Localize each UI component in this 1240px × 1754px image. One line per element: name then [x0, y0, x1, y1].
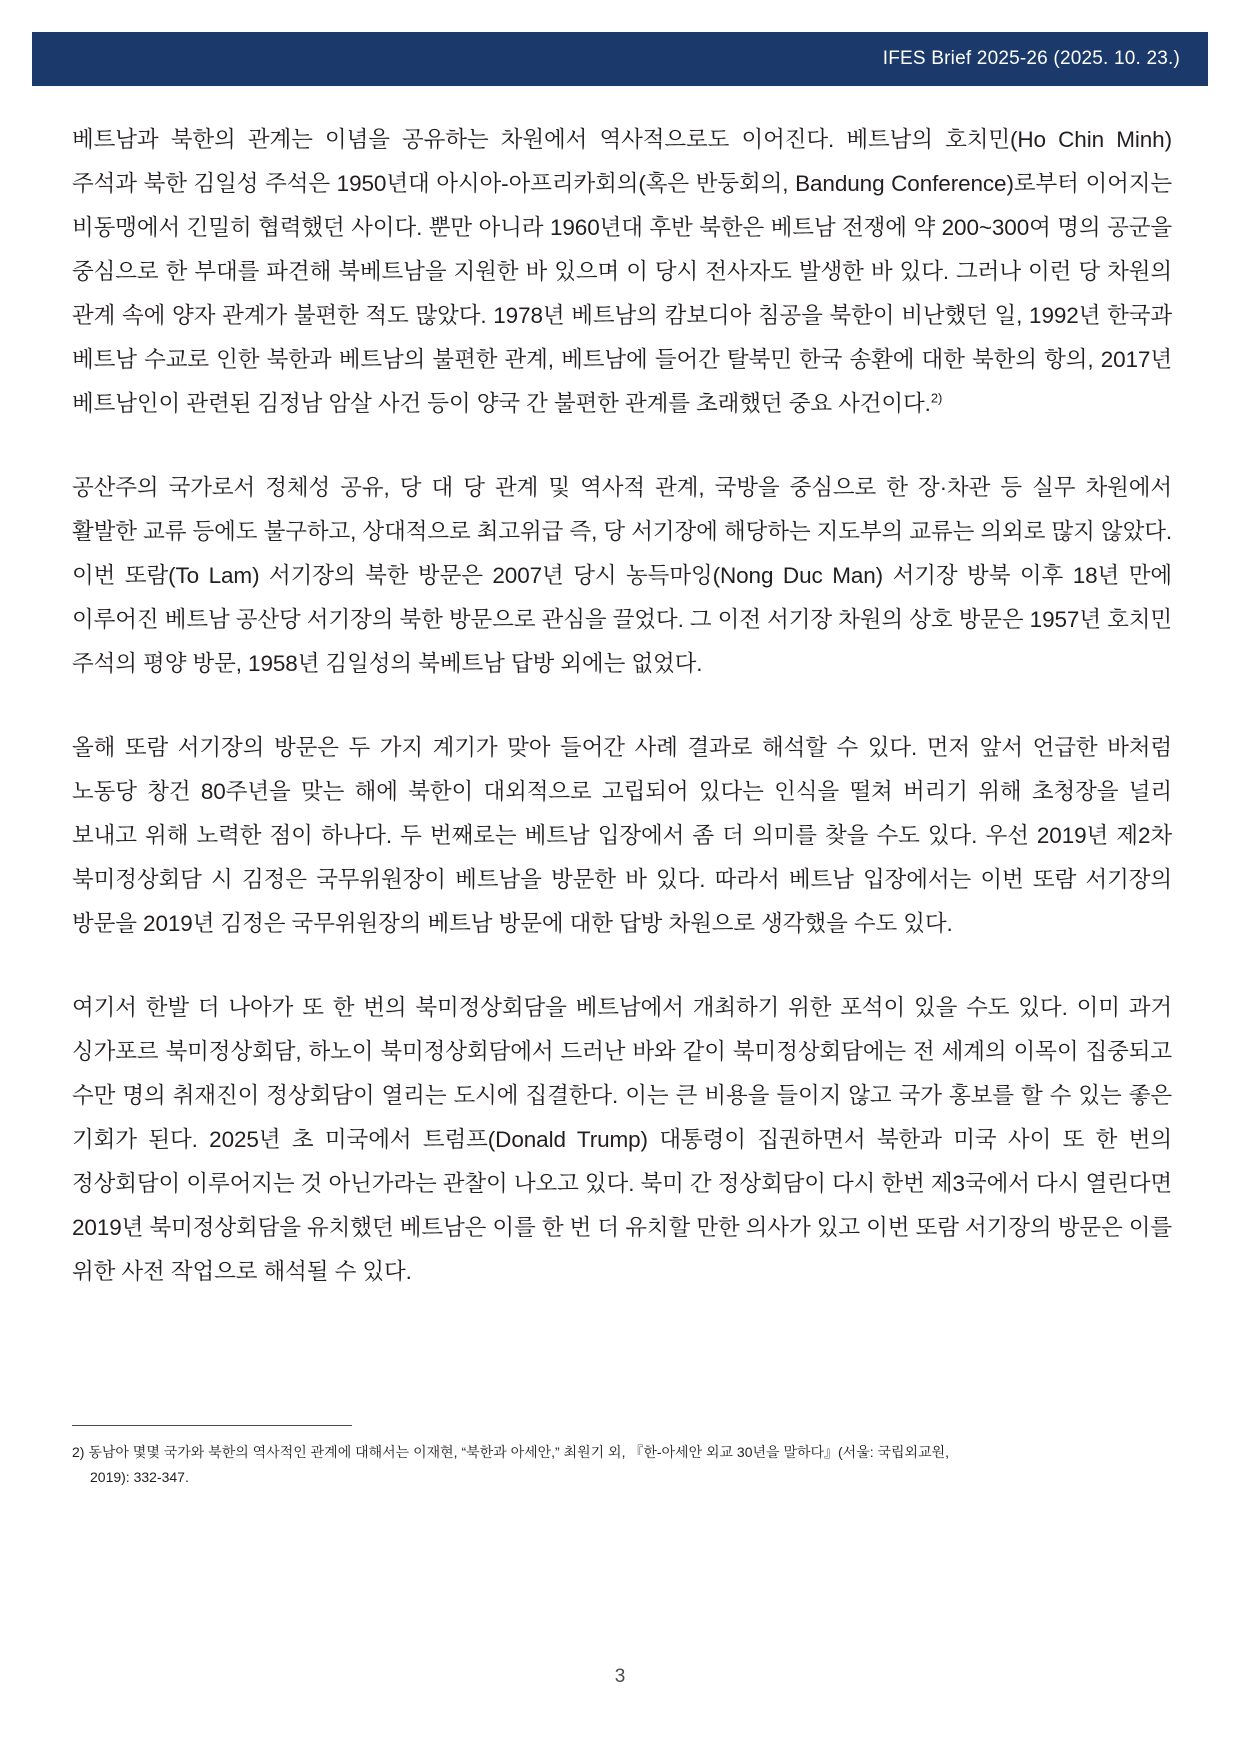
document-body	[72, 118, 1172, 1294]
paragraph-1	[72, 118, 1172, 426]
footnote-entry	[72, 1440, 1172, 1490]
paragraph-2: 공산주의 국가로서 정체성 공유, 당 대 당 관계 및 역사적 관계, 국방을 중심으로 한 장·차관 등 실무 차원에서 활발한 교류 등에도 불구하고, 상대적으로 최고위급 즉, 당 서기장에 해당하는 지도부의 교류는 의외로 많지 않았다. 이번 또람(To Lam) 서기장의 북한 방문은 2007년 당시 농득마잉(Nong Duc Man) 서기장 방북 이후 18년 만에 이루어진 베트남 공산당 서기장의 북한 방문으로 관심을 끌었다. 그 이전 서기장 차원의 상호 방문은 1957년 호치민 주석의 평양 방문, 1958년 김일성의 북베트남 답방 외에는 없었다.	[72, 475, 1173, 676]
header-brief-label: IFES Brief 2025-26 (2025. 10. 23.)	[882, 48, 1180, 69]
footnote-line-2: 2019): 332-347.	[90, 1469, 189, 1485]
paragraph-4: 여기서 한발 더 나아가 또 한 번의 북미정상회담을 베트남에서 개최하기 위한 포석이 있을 수도 있다. 이미 과거 싱가포르 북미정상회담, 하노이 북미정상회담에서 드러난 바와 같이 북미정상회담에는 전 세계의 이목이 집중되고 수만 명의 취재진이 정상회담이 열리는 도시에 집결한다. 이는 큰 비용을 들이지 않고 국가 홍보를 할 수 있는 좋은 기회가 된다. 2025년 초 미국에서 트럼프(Donald Trump) 대통령이 집권하면서 북한과 미국 사이 또 한 번의 정상회담이 이루어지는 것 아닌가라는 관찰이 나오고 있다. 북미 간 정상회담이 다시 한번 제3국에서 다시 열린다면 2019년 북미정상회담을 유치했던 베트남은 이를 한 번 더 유치할 만한 의사가 있고 이번 또람 서기장의 방문은 이를 위한 사전 작업으로 해석될 수 있다.	[72, 995, 1173, 1284]
footnote-marker: 2)	[930, 390, 943, 406]
footnote-line-1: 2) 동남아 몇몇 국가와 북한의 역사적인 관계에 대해서는 이재현, “북한과 아세안,” 최원기 외, 『한-아세안 외교 30년을 말하다』(서울: 국립외교원,	[72, 1444, 950, 1460]
footnote-area	[72, 1425, 1172, 1490]
page-header-bar	[32, 32, 1208, 86]
paragraph-1-text: 베트남과 북한의 관계는 이념을 공유하는 차원에서 역사적으로도 이어진다. 베트남의 호치민(Ho Chin Minh) 주석과 북한 김일성 주석은 1950년대 아시아-아프리카회의(혹은 반둥회의, Bandung Conference)로부터 이어지는 비동맹에서 긴밀히 협력했던 사이다. 뿐만 아니라 1960년대 후반 북한은 베트남 전쟁에 약 200~300여 명의 공군을 중심으로 한 부대를 파견해 북베트남을 지원한 바 있으며 이 당시 전사자도 발생한 바 있다. 그러나 이런 당 차원의 관계 속에 양자 관계가 불편한 적도 많았다. 1978년 베트남의 캄보디아 침공을 북한이 비난했던 일, 1992년 한국과 베트남 수교로 인한 북한과 베트남의 불편한 관계, 베트남에 들어간 탈북민 한국 송환에 대한 북한의 항의, 2017년 베트남인이 관련된 김정남 암살 사건 등이 양국 간 불편한 관계를 초래했던 중요 사건이다.	[72, 127, 1172, 416]
page-number: 3	[614, 1666, 626, 1687]
footnote-separator	[72, 1425, 352, 1426]
paragraph-3: 올해 또람 서기장의 방문은 두 가지 계기가 맞아 들어간 사례 결과로 해석할 수 있다. 먼저 앞서 언급한 바처럼 노동당 창건 80주년을 맞는 해에 북한이 대외적으로 고립되어 있다는 인식을 떨쳐 버리기 위해 초청장을 널리 보내고 위해 노력한 점이 하나다. 두 번째로는 베트남 입장에서 좀 더 의미를 찾을 수도 있다. 우선 2019년 제2차 북미정상회담 시 김정은 국무위원장이 베트남을 방문한 바 있다. 따라서 베트남 입장에서는 이번 또람 서기장의 방문을 2019년 김정은 국무위원장의 베트남 방문에 대한 답방 차원으로 생각했을 수도 있다.	[72, 735, 1172, 936]
